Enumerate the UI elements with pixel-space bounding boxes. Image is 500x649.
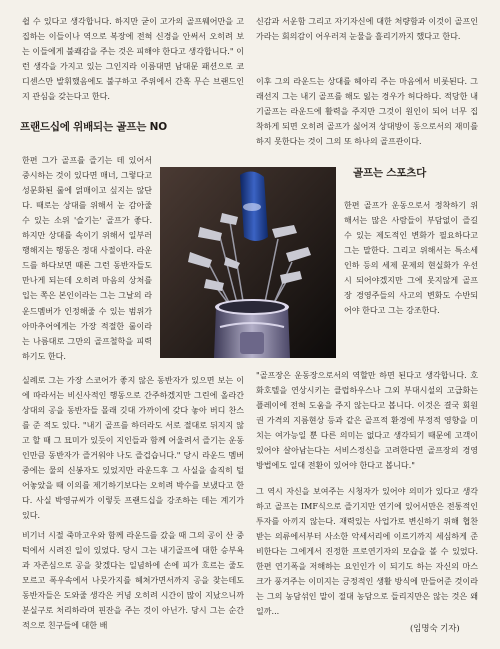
right-quote-paragraph — [256, 360, 478, 473]
left-wide-paragraph — [22, 365, 244, 532]
section-heading-sports: 골프는 스포츠다 — [353, 167, 427, 179]
left-narrow-paragraph — [22, 145, 152, 372]
right-wide-paragraph — [256, 476, 478, 626]
section-heading-friendship: 프랜드십에 위배되는 골프는 NO — [20, 121, 167, 133]
paragraph-text: 실례로 그는 가장 스코어가 좋지 않은 동반자가 있으면 보는 이에 따라서는 비신사적인 행동으로 간주하겠지만 그린에 올라간 상대의 공을 동반자들 몰래 깃대 가까이에 갖다 놓아 버디 찬스를 준 적도 있다. "내기 골프를 하더라도 서로 절대로 뒤지지 않고 할 때 그 묘미가 있듯이 지인들과 함께 어울려서 즐기는 운동인만큼 동반자가 즐거워야 나도 즐겁습니다." 당시 라운드 멤버중에는 물의 신봉자도 있었지만 라운드후 그 사실을 솔직히 털어놓았을 때 이의를 제기하기보다는 오히려 박수를 보냈다고 한다. 사실 박영규씨가 이렇듯 프랜드십을 강조하는 데는 계기가 있다. — [22, 376, 244, 521]
paragraph-text: "골프장은 운동장으로서의 역할만 하면 된다고 생각합니다. 호화호텔을 연상시키는 클럽하우스나 그외 부대시설의 고급화는 플레이에 전혀 도움을 주지 않는다고 봅니다. 이것은 결국 회원권 가격의 지름현상 등과 같은 골프적 환경에 부정적 영향을 미치는 여가능일 뿐 다른 의미는 없다고 생각되기 때문에 고객이 있어야 살아남는다는 서비스정신을 고려한다면 골프장의 경영방법에도 일대 전환이 있어야 한다고 봅니다." — [256, 371, 478, 471]
paragraph-text: 그 역시 자신을 보여주는 시청자가 있어야 의미가 있다고 생각하고 골프는 IMF식으로 즐기지만 연기에 있어서만은 전통적인 투자를 아끼지 않는다. 재력있는 사업가로 변신하기 위해 협찬받는 의류에서부터 사소한 악세서리에 이르기까지 세심하게 준비한다는 그에게서 진정한 프로연기자의 모습을 볼 수 있었다. 한편 연기폭을 저해하는 요인인가 이 되기도 하는 자신의 마스크가 풍겨주는 이미지는 긍정적인 생활 방식에 만들어준 것이라는 그의 농담섞인 말이 절대 농담으로 들리지만은 않는 것은 왜일까... — [256, 487, 478, 617]
left-top-paragraph — [22, 6, 244, 112]
paragraph-text: 이후 그의 라운드는 상대를 헤아리 주는 마음에서 비롯된다. 그래선지 그는 내기 골프를 해도 잃는 경우가 허다하다. 적당한 내기골프는 라운드에 활력을 주지만 그것이 원인이 되어 너무 집착하게 되면 오히려 골프가 싫어져 상대방이 동으로서의 재미를 하지 못한다는 것이 그의 또 하나의 골프관이다. — [256, 77, 478, 147]
paragraph-text: 쉽 수 있다고 생각합니다. 하지만 굳이 고가의 골프웨어만을 고집하는 이들이나 역으로 복장에 전혀 신경을 안써서 오히려 보는 이들에게 불쾌감을 주는 것은 피해야 한다고 생각합니다." 이런 생각을 가지고 있는 그인지라 이름대면 남대문 패션으로 코디센스만 발휘했음에도 불구하고 주위에서 간혹 무슨 브랜드인지 관심을 갖는다고 한다. — [22, 17, 244, 102]
paragraph-text: 한편 그가 골프를 즐기는 데 있어서 중시하는 것이 있다면 매너, 그렇다고 성문화된 룰에 얽매이고 싶지는 않단다. 때로는 상대를 위해서 눈 감아줄 수 있는 소위 '슬기는' 골프가 좋다. 하지만 상대를 속이기 위해서 일부러 행해지는 행동은 정대 사절이다. 라운드를 하다보면 때론 그런 동반자들도 만나게 되는데 오히려 마음의 상처를 입는 쪽은 본인이라는 그는 그날의 라운드멤버가 인정해줄 수 있는 범위가 아마추어에게는 가장 적절한 룰이라는 나름대로 그만의 골프철학을 피력하기도 한다. — [22, 156, 152, 361]
byline: (임명숙 기자) — [410, 623, 460, 633]
golf-bag-illustration — [160, 167, 336, 358]
right-top-paragraph — [256, 6, 478, 52]
paragraph-text: 비기너 시절 죽마고우와 함께 라운드를 갔을 때 그의 공이 산 중턱에서 시려진 일이 있었다. 당시 그는 내기골프에 대한 승부욕과 자존심으로 공을 찾겠다는 일념하에 손에 피가 흐르는 줄도 모르고 폭우속에서 나뭇가지를 헤쳐가면서까지 공을 찾는데도 동반자들은 도와줄 생각은 커녕 오히려 시간이 많이 지났으니까 분실구로 처리하라며 핀잔을 주는 것이 아닌가. 당시 그는 순간적으로 친구들에 대한 배 — [22, 531, 244, 631]
golf-bag-photo — [160, 167, 336, 358]
right-narrow-paragraph — [344, 190, 478, 326]
left-wide-paragraph-2 — [22, 520, 244, 644]
right-paragraph-2 — [256, 66, 478, 157]
paragraph-text: 한편 골프가 운동으로서 정착하기 위해서는 많은 사람들이 부담없이 즐길 수 있는 제도적인 변화가 필요하다고 그는 말한다. 그리고 위해서는 특소세 인하 등의 세제 문제의 현실화가 우선시 되어야겠지만 그에 못지않게 골프장 경영주들의 사고의 변화도 수반되어야 한다고 그는 강조한다. — [344, 201, 478, 316]
paragraph-text: 신감과 서운함 그리고 자기자신에 대한 처량함과 이것이 골프인가라는 회의감이 어우러져 눈물을 흘리기까지 했다고 한다. — [256, 17, 478, 42]
